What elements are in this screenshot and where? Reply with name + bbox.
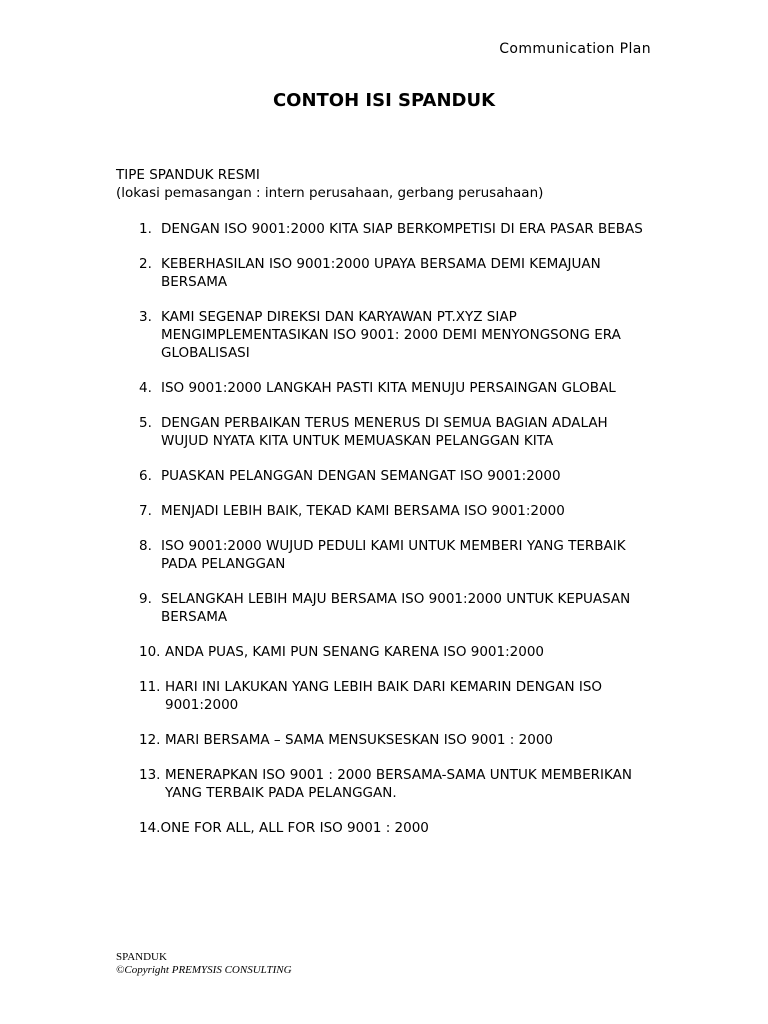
list-item — [139, 819, 659, 837]
item-text: ISO 9001:2000 WUJUD PEDULI KAMI UNTUK MEMBERI YANG TERBAIK PADA PELANGGAN — [161, 538, 626, 572]
item-text: DENGAN PERBAIKAN TERUS MENERUS DI SEMUA BAGIAN ADALAH WUJUD NYATA KITA UNTUK MEMUASKAN PELANGGAN KITA — [161, 415, 608, 449]
item-text: PUASKAN PELANGGAN DENGAN SEMANGAT ISO 9001:2000 — [161, 468, 561, 484]
list-item — [139, 220, 659, 238]
footer-section-label: SPANDUK — [116, 951, 167, 963]
list-item — [139, 255, 659, 291]
page-title: CONTOH ISI SPANDUK — [272, 90, 496, 111]
item-number: 13. — [139, 767, 161, 783]
list-item — [139, 590, 659, 626]
item-text: ISO 9001:2000 LANGKAH PASTI KITA MENUJU PERSAINGAN GLOBAL — [161, 380, 616, 396]
item-text: MARI BERSAMA – SAMA MENSUKSESKAN ISO 9001 : 2000 — [165, 732, 554, 748]
item-number: 1. — [139, 221, 152, 237]
list-item — [139, 643, 659, 661]
item-number: 9. — [139, 591, 152, 607]
item-number: 2. — [139, 256, 152, 272]
list-item — [139, 502, 659, 520]
footer-copyright: ©Copyright PREMYSIS CONSULTING — [116, 964, 292, 976]
page-footer — [116, 951, 292, 977]
intro-block — [116, 166, 543, 202]
item-number: 12. — [139, 732, 161, 748]
item-number: 10. — [139, 644, 161, 660]
banner-type-label: TIPE SPANDUK RESMI — [116, 167, 260, 183]
item-number: 5. — [139, 415, 152, 431]
item-text: MENJADI LEBIH BAIK, TEKAD KAMI BERSAMA ISO 9001:2000 — [161, 503, 565, 519]
item-number: 6. — [139, 468, 152, 484]
slogan-list — [139, 220, 659, 854]
banner-location-note: (lokasi pemasangan : intern perusahaan, gerbang perusahaan) — [116, 185, 544, 201]
item-text: SELANGKAH LEBIH MAJU BERSAMA ISO 9001:2000 UNTUK KEPUASAN BERSAMA — [161, 591, 631, 625]
item-text: ANDA PUAS, KAMI PUN SENANG KARENA ISO 9001:2000 — [165, 644, 545, 660]
list-item — [139, 537, 659, 573]
document-header: Communication Plan — [499, 41, 651, 57]
item-text: MENERAPKAN ISO 9001 : 2000 BERSAMA-SAMA UNTUK MEMBERIKAN YANG TERBAIK PADA PELANGGAN. — [165, 767, 632, 801]
item-number: 8. — [139, 538, 152, 554]
item-number: 11. — [139, 679, 161, 695]
list-item — [139, 308, 659, 362]
list-item — [139, 467, 659, 485]
item-number: 7. — [139, 503, 152, 519]
item-text: HARI INI LAKUKAN YANG LEBIH BAIK DARI KEMARIN DENGAN ISO 9001:2000 — [165, 679, 603, 713]
item-number: 3. — [139, 309, 152, 325]
list-item — [139, 414, 659, 450]
list-item — [139, 678, 659, 714]
item-number: 14. — [139, 820, 161, 836]
item-text: ONE FOR ALL, ALL FOR ISO 9001 : 2000 — [160, 820, 429, 836]
item-number: 4. — [139, 380, 152, 396]
item-text: DENGAN ISO 9001:2000 KITA SIAP BERKOMPETISI DI ERA PASAR BEBAS — [161, 221, 643, 237]
list-item — [139, 379, 659, 397]
item-text: KEBERHASILAN ISO 9001:2000 UPAYA BERSAMA DEMI KEMAJUAN BERSAMA — [161, 256, 601, 290]
list-item — [139, 766, 659, 802]
item-text: KAMI SEGENAP DIREKSI DAN KARYAWAN PT.XYZ SIAP MENGIMPLEMENTASIKAN ISO 9001: 2000 DEMI MENYONGSONG ERA GLOBALISASI — [161, 309, 621, 361]
list-item — [139, 731, 659, 749]
